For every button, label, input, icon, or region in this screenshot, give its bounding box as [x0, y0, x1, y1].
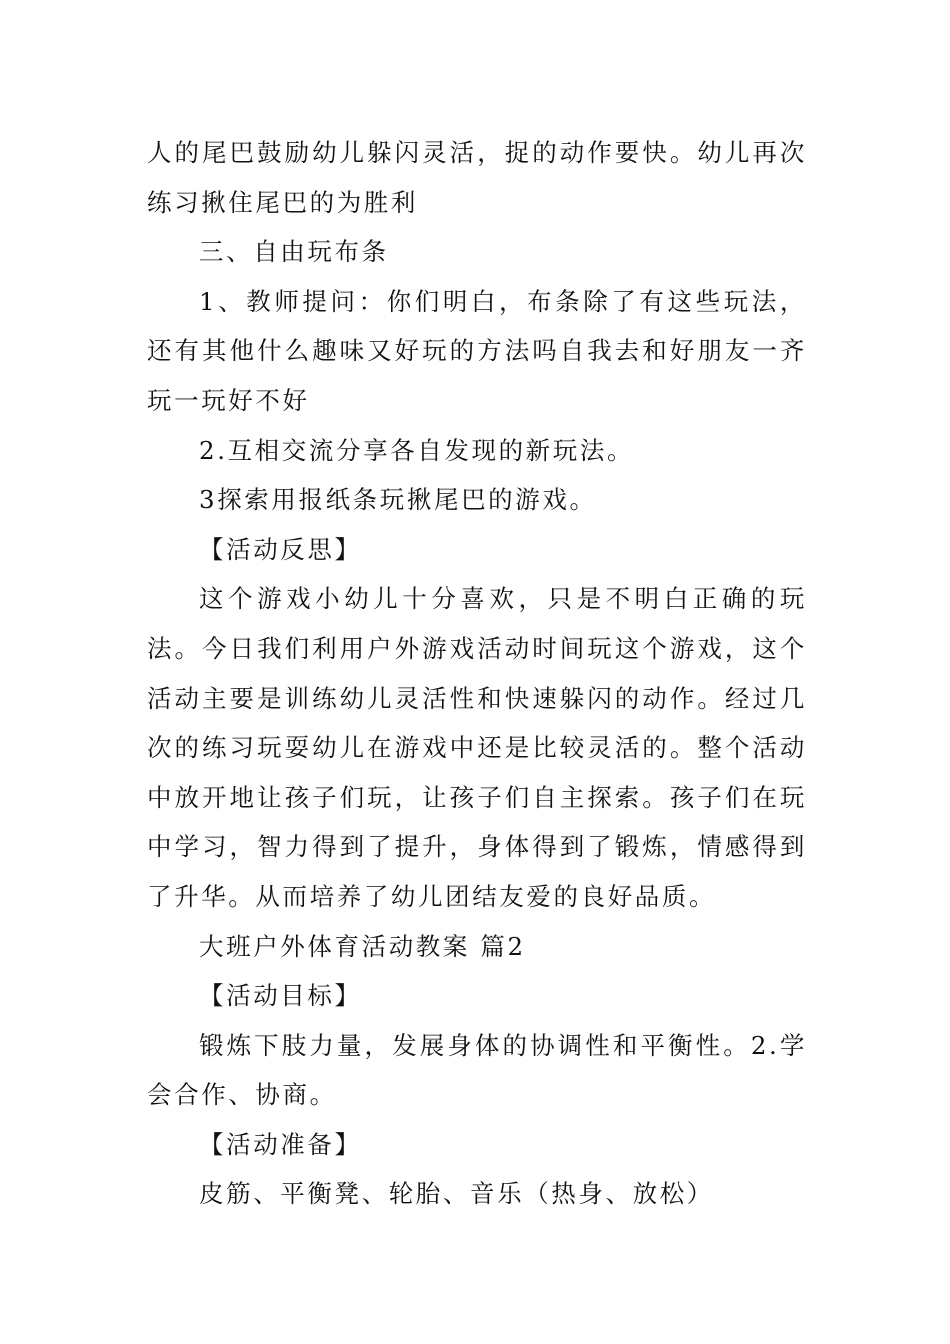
heading-activity-reflection: 【活动反思】 [199, 534, 362, 564]
paragraph-newspaper-game: 3探索用报纸条玩揪尾巴的游戏。 [199, 485, 597, 515]
heading-activity-preparation: 【活动准备】 [199, 1129, 362, 1159]
heading-lesson-plan-2: 大班户外体育活动教案 篇2 [199, 931, 526, 961]
paragraph-continuation: 人的尾巴鼓励幼儿躲闪灵活，捉的动作要快。幼儿再次练习揪住尾巴的为胜利 [147, 138, 807, 217]
document-body [147, 128, 807, 1219]
heading-activity-goals: 【活动目标】 [199, 981, 362, 1011]
paragraph-goals: 锻炼下肢力量，发展身体的协调性和平衡性。2.学会合作、协商。 [147, 1030, 807, 1110]
section-heading-free-play: 三、自由玩布条 [199, 237, 389, 267]
paragraph-share-methods: 2.互相交流分享各自发现的新玩法。 [199, 435, 635, 465]
paragraph-reflection: 这个游戏小幼儿十分喜欢，只是不明白正确的玩法。今日我们利用户外游戏活动时间玩这个游戏，这个活动主要是训练幼儿灵活性和快速躲闪的动作。经过几次的练习玩耍幼儿在游戏中还是比较灵活的。整个活动中放开地让孩子们玩，让孩子们自主探索。孩子们在玩中学习，智力得到了提升，身体得到了锻炼，情感得到了升华。从而培养了幼儿团结友爱的良好品质。 [147, 584, 807, 911]
paragraph-teacher-question: 1、教师提问：你们明白，布条除了有这些玩法，还有其他什么趣味又好玩的方法吗自我去和好朋友一齐玩一玩好不好 [147, 286, 807, 415]
paragraph-preparation: 皮筋、平衡凳、轮胎、音乐（热身、放松） [199, 1179, 714, 1209]
